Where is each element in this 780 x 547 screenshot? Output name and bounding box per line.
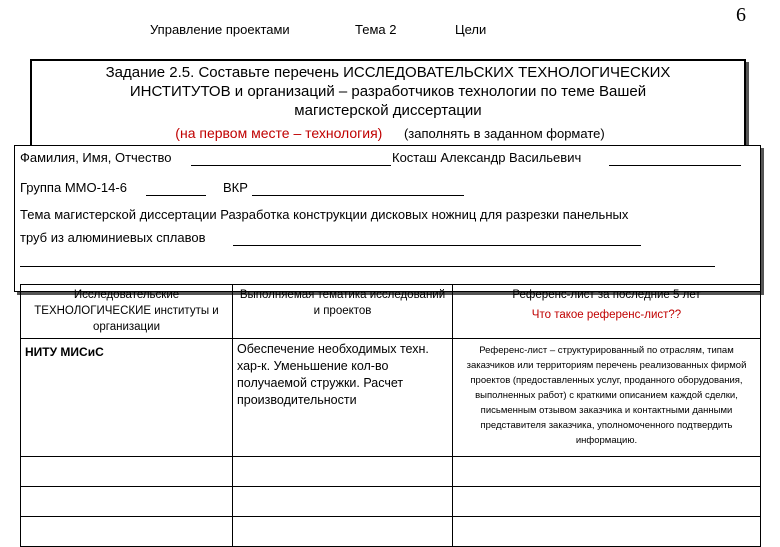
table-row [21, 517, 761, 547]
task-instructions [0, 125, 780, 141]
fio-underline [191, 165, 391, 166]
thesis-underline-2[interactable] [20, 266, 715, 267]
col-header-institutes: Исследовательские ТЕХНОЛОГИЧЕСКИЕ институты и организации [21, 285, 233, 339]
vkr-label: ВКР [223, 180, 248, 195]
header-topic: Тема 2 [355, 22, 397, 37]
table-cell-topic[interactable] [233, 487, 453, 517]
table-cell-topic[interactable] [233, 517, 453, 547]
table-cell-reference[interactable]: Референс-лист – структурированный по отраслям, типам заказчиков или территориям перечень реализованных фирмой проектов (предоставленных услуг, проданного оборудования, выполненных работ) с краткими описанием каждой сделки, письменным отзывом заказчика и контактными данными представителя заказчика, уполномоченного подтвердить информацию. [453, 339, 761, 457]
fio-label: Фамилия, Имя, Отчество [20, 150, 172, 165]
table-cell-org[interactable] [21, 457, 233, 487]
task-emphasis: (на первом месте – технология) [175, 125, 383, 141]
task-note: (заполнять в заданном формате) [403, 126, 605, 141]
table-cell-topic[interactable]: Обеспечение необходимых техн. хар-к. Уменьшение кол-во получаемой стружки. Расчет производительности [233, 339, 453, 457]
group-underline[interactable] [146, 195, 206, 196]
reference-question: Что такое референс-лист?? [531, 309, 682, 321]
header-goals: Цели [455, 22, 487, 37]
task-line-3: магистерской диссертации [294, 102, 482, 119]
table-cell-reference[interactable] [453, 487, 761, 517]
table-cell-reference[interactable] [453, 457, 761, 487]
table-row [21, 487, 761, 517]
col-header-references [453, 285, 761, 339]
header-title: Управление проектами [150, 22, 290, 37]
table-cell-org[interactable] [21, 517, 233, 547]
col-header-topics: Выполняемая тематика исследований и проектов [233, 285, 453, 339]
thesis-line-2: труб из алюминиевых сплавов [20, 230, 206, 245]
table-cell-topic[interactable] [233, 457, 453, 487]
table-row [21, 457, 761, 487]
reference-table [20, 284, 761, 547]
table-cell-org[interactable] [21, 487, 233, 517]
fio-value[interactable]: Косташ Александр Васильевич [392, 150, 582, 165]
fio-underline-tail [609, 165, 741, 166]
vkr-underline[interactable] [252, 195, 464, 196]
table-cell-org[interactable]: НИТУ МИСиС [21, 339, 233, 457]
group-label: Группа ММО-14-6 [20, 180, 127, 195]
student-form [14, 145, 761, 292]
page-number: 6 [736, 4, 746, 26]
thesis-line-1: Тема магистерской диссертации Разработка конструкции дисковых ножниц для разрезки панельных [20, 207, 629, 222]
table-cell-reference[interactable] [453, 517, 761, 547]
task-text [30, 63, 746, 120]
thesis-underline-1[interactable] [233, 245, 641, 246]
task-line-1: Задание 2.5. Составьте перечень ИССЛЕДОВАТЕЛЬСКИХ ТЕХНОЛОГИЧЕСКИХ [105, 64, 671, 81]
task-line-2: ИНСТИТУТОВ и организаций – разработчиков технологии по теме Вашей [129, 83, 647, 100]
col-header-references-label: Референс-лист за последние 5 лет [512, 289, 701, 301]
table-row [21, 339, 761, 457]
table-header-row [21, 285, 761, 339]
